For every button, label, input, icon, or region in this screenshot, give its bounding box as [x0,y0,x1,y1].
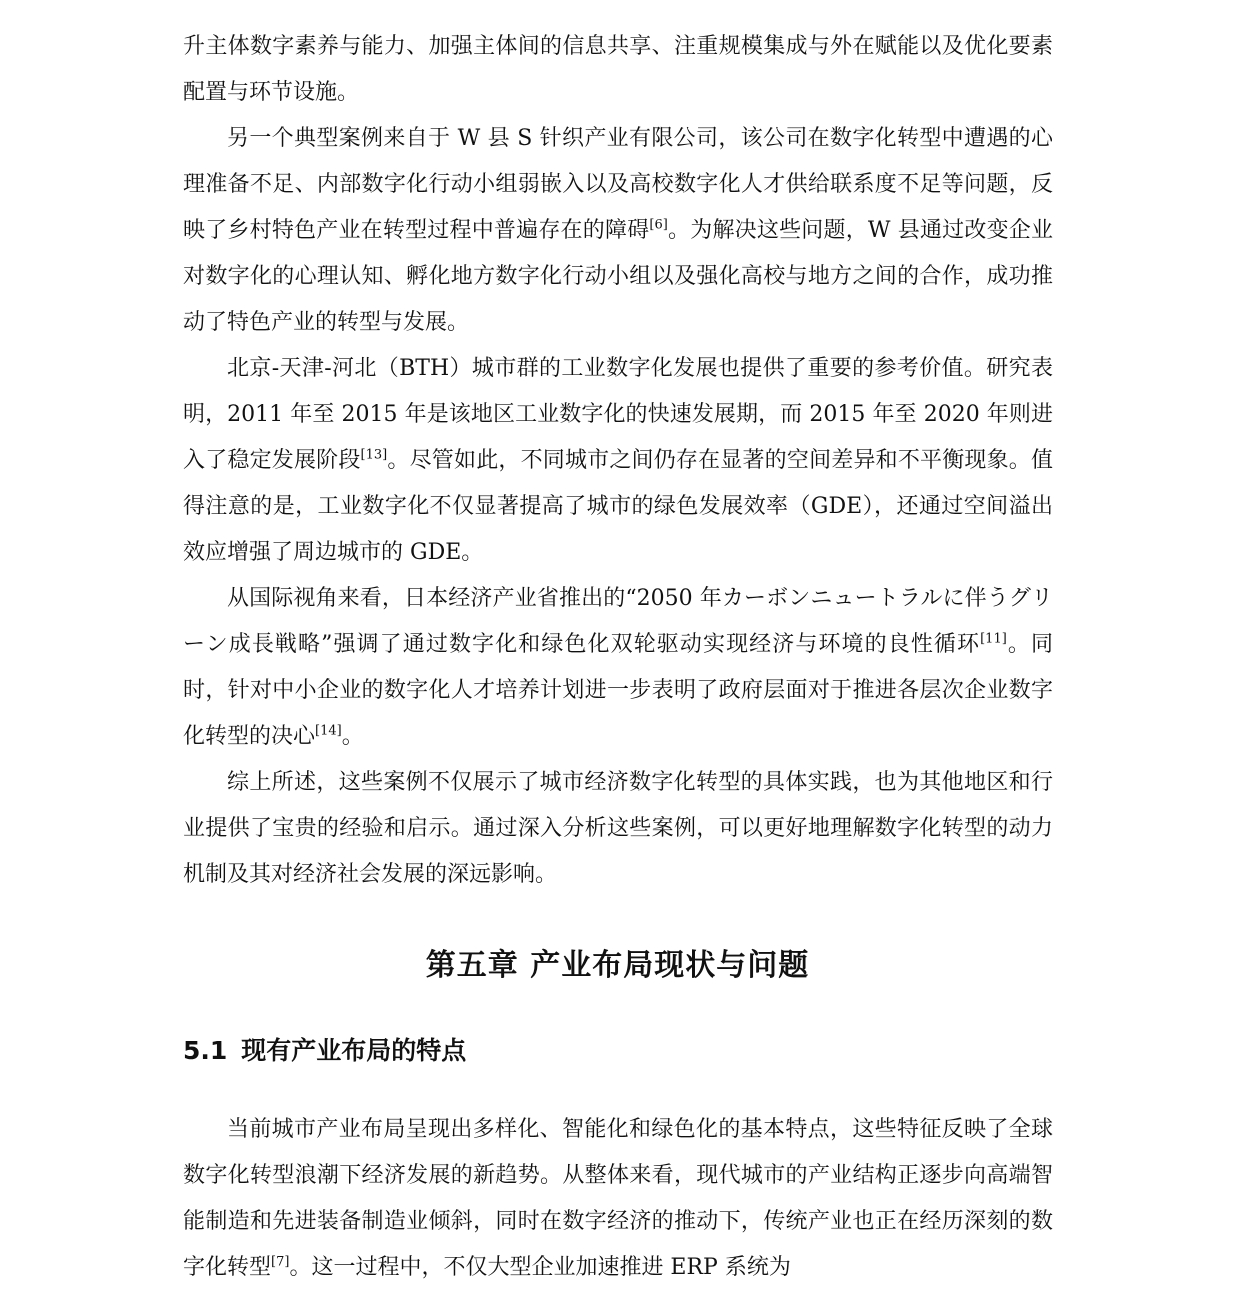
paragraph [183,1107,1053,1291]
paragraph-text: 北京-天津-河北（BTH）城市群的工业数字化发展也提供了重要的参考价值。研究表明，2011 年至 2015 年是该地区工业数字化的快速发展期，而 2015 年至 2020 年则进入了稳定发展阶段 [183,356,1053,473]
paragraph [183,24,1053,116]
paragraph [183,346,1053,576]
paragraph [183,576,1053,760]
paragraph-text: 另一个典型案例来自于 W 县 S 针织产业有限公司，该公司在数字化转型中遭遇的心理准备不足、内部数字化行动小组弱嵌入以及高校数字化人才供给联系度不足等问题，反映了乡村特色产业在转型过程中普遍存在的障碍 [183,126,1053,243]
citation-ref: [7] [271,1254,290,1270]
citation-ref: [6] [649,217,668,233]
citation-ref: [11] [980,631,1007,647]
citation-ref: [13] [360,447,388,463]
paragraph-text: 。同时，针对中小企业的数字化人才培养计划进一步表明了政府层面对于推进各层次企业数字化转型的决心 [183,632,1053,749]
chapter-title: 第五章 产业布局现状与问题 [425,948,810,983]
paragraph-text: 从国际视角来看，日本经济产业省推出的“2050 年カーボンニュートラルに伴うグリーン成長戦略”强调了通过数字化和绿色化双轮驱动实现经济与环境的良性循环 [183,586,1053,657]
body-text-top [183,24,1053,898]
paragraph-text: 综上所述，这些案例不仅展示了城市经济数字化转型的具体实践，也为其他地区和行业提供了宝贵的经验和启示。通过深入分析这些案例，可以更好地理解数字化转型的动力机制及其对经济社会发展的深远影响。 [183,770,1053,887]
paragraph-text: 。尽管如此，不同城市之间仍存在显著的空间差异和不平衡现象。值得注意的是，工业数字化不仅显著提高了城市的绿色发展效率（GDE），还通过空间溢出效应增强了周边城市的 GDE。 [183,448,1053,565]
section-title-text: 现有产业布局的特点 [241,1036,467,1065]
paragraph [183,760,1053,898]
paragraph [183,116,1053,346]
paragraph-text: 。 [341,724,364,749]
body-text-bottom [183,1107,1053,1291]
citation-ref: [14] [315,723,342,739]
paragraph-text: 升主体数字素养与能力、加强主体间的信息共享、注重规模集成与外在赋能以及优化要素配置与环节设施。 [183,34,1053,105]
section-number: 5.1 [183,1036,228,1065]
paragraph-text: 。为解决这些问题，W 县通过改变企业对数字化的心理认知、孵化地方数字化行动小组以及强化高校与地方之间的合作，成功推动了特色产业的转型与发展。 [183,218,1053,335]
paragraph-text: 当前城市产业布局呈现出多样化、智能化和绿色化的基本特点，这些特征反映了全球数字化转型浪潮下经济发展的新趋势。从整体来看，现代城市的产业结构正逐步向高端智能制造和先进装备制造业倾斜，同时在数字经济的推动下，传统产业也正在经历深刻的数字化转型 [183,1117,1053,1280]
section-heading [183,1029,466,1073]
paragraph-text: 。这一过程中，不仅大型企业加速推进 ERP 系统为 [289,1255,791,1280]
